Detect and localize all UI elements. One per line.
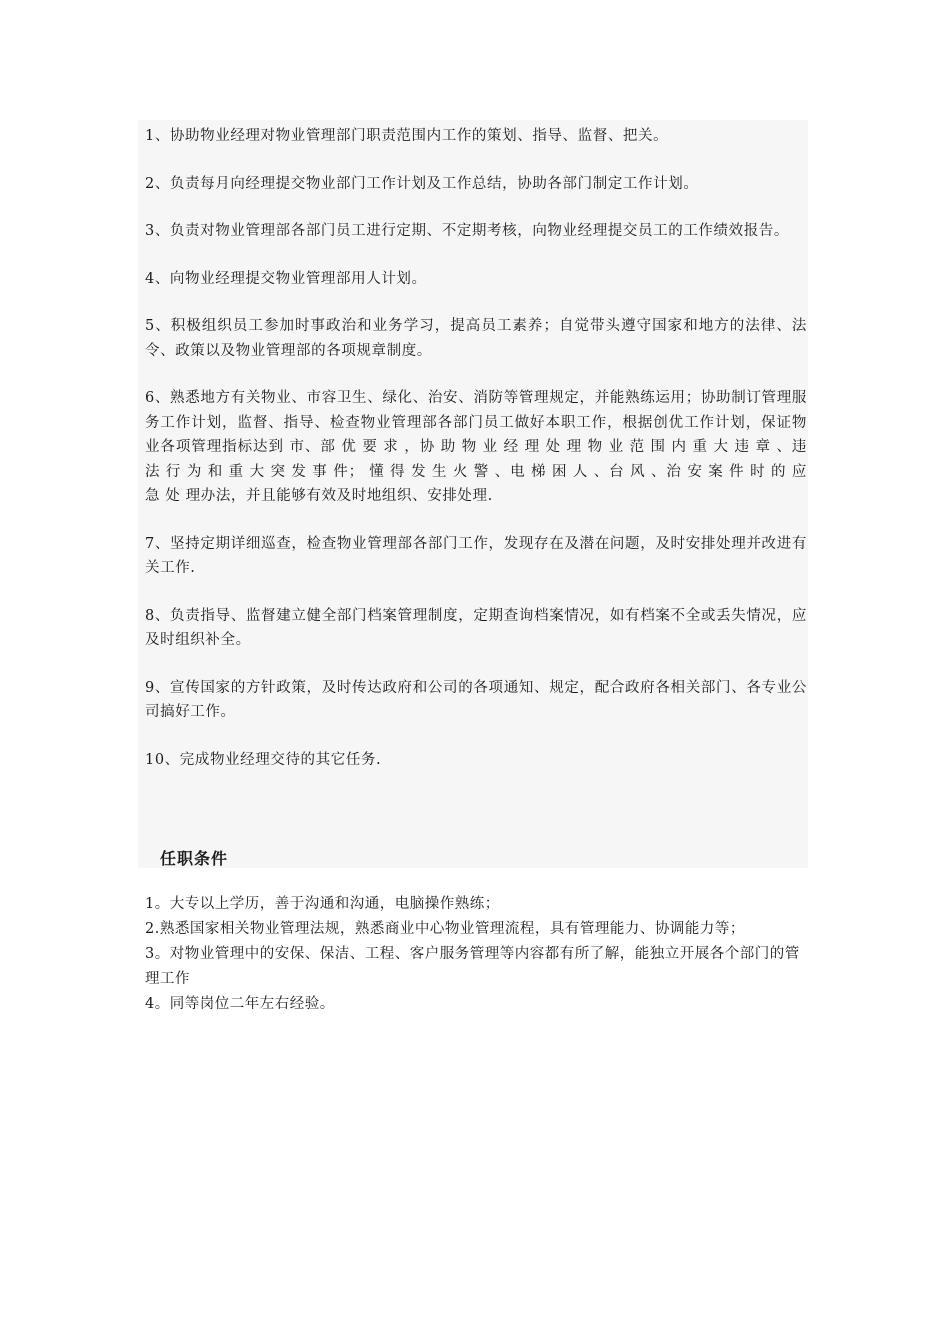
requirements-heading: 任职条件	[160, 849, 229, 868]
requirements-list	[145, 892, 810, 1017]
duty-item-2: 2、负责每月向经理提交物业部门工作计划及工作总结，协助各部门制定工作计划。	[145, 175, 699, 192]
duty-item-7: 7、坚持定期详细巡查，检查物业管理部各部门工作，发现存在及潜在问题，及时安排处理并改进有关工作.	[145, 535, 807, 576]
duty-item-3: 3、负责对物业管理部各部门员工进行定期、不定期考核，向物业经理提交员工的工作绩效报告。	[145, 223, 790, 239]
duty-item-6: 6、熟悉地方有关物业、市容卫生、绿化、治安、消防等管理规定，并能熟练运用；协助制订管理服务工作计划，监督、指导、检查物业管理部各部门员工做好本职工作，根据创优工作计划，保证物业各项管理指标达到 市、部 优 要 求 ，协 助 物 业 经 理 处 理 物 业 范 围 内 重 大 违 章 、违 法 行 为 和 重 大 突 发 事 件； 懂 得 发 生 火 警 、电 梯 困 人 、台 风 、治 安 案 件 时 的 应 急 处 理办法，并且能够有效及时地组织、安排处理.	[145, 390, 807, 504]
requirement-item-2: 2.熟悉国家相关物业管理法规，熟悉商业中心物业管理流程，具有管理能力、协调能力等；	[145, 921, 745, 937]
duty-item-4: 4、向物业经理提交物业管理部用人计划。	[145, 270, 427, 287]
requirement-item-3: 3。对物业管理中的安保、保洁、工程、客户服务管理等内容都有所了解，能独立开展各个部门的管理工作	[145, 946, 800, 987]
duty-item-10: 10、完成物业经理交待的其它任务.	[145, 751, 382, 768]
duty-item-8: 8、负责指导、监督建立健全部门档案管理制度，定期查询档案情况，如有档案不全或丢失情况，应及时组织补全。	[145, 607, 807, 648]
duty-item-1: 1、协助物业经理对物业管理部门职责范围内工作的策划、指导、监督、把关。	[145, 128, 669, 144]
duty-item-5: 5、积极组织员工参加时事政治和业务学习，提高员工素养；自觉带头遵守国家和地方的法律、法令、政策以及物业管理部的各项规章制度。	[145, 318, 807, 359]
duties-list	[145, 124, 807, 795]
requirement-item-1: 1。大专以上学历，善于沟通和沟通，电脑操作熟练；	[145, 896, 500, 912]
requirement-item-4: 4。同等岗位二年左右经验。	[145, 996, 335, 1012]
duty-item-9: 9、宣传国家的方针政策，及时传达政府和公司的各项通知、规定，配合政府各相关部门、各专业公司搞好工作。	[145, 679, 807, 720]
